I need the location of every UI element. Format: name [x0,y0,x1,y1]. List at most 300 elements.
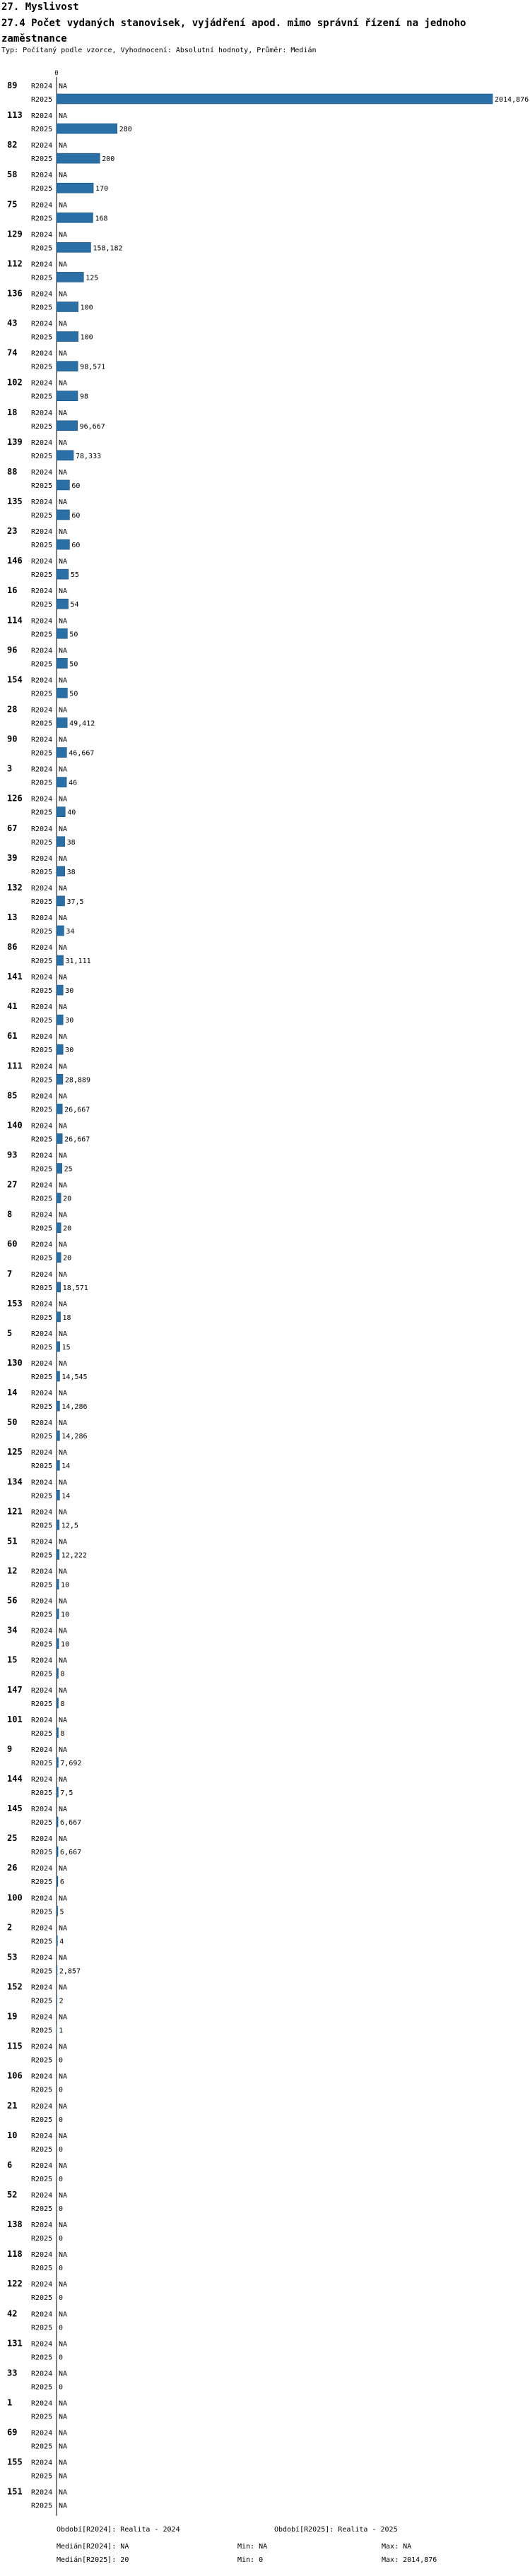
row-id-label: 34 [7,1625,18,1635]
series-label-r2024: R2024 [31,83,53,90]
row-id-label: 93 [7,1150,18,1160]
row-id-label: 14 [7,1388,18,1398]
series-label-r2025: R2025 [31,1165,53,1174]
series-label-r2025: R2025 [31,987,53,996]
series-label-r2025: R2025 [31,2086,53,2094]
value-label-r2024: NA [59,1479,68,1487]
series-label-r2025: R2025 [31,274,53,282]
series-label-r2024: R2024 [31,1835,53,1844]
row-id-label: 141 [7,972,23,982]
value-label-r2024: NA [59,1627,68,1635]
bar-r2025 [57,837,65,847]
series-label-r2024: R2024 [31,1033,53,1042]
series-label-r2025: R2025 [31,2027,53,2035]
value-label-r2025: 49,412 [69,720,95,728]
bar-r2025 [57,748,66,758]
row-id-label: 118 [7,2249,23,2260]
value-label-r2025: 0 [59,2354,64,2362]
series-label-r2024: R2024 [31,2281,53,2289]
series-label-r2025: R2025 [31,2472,53,2481]
row-id-label: 112 [7,258,23,269]
value-label-r2024: NA [59,2251,68,2260]
value-label-r2024: NA [59,1806,68,1814]
series-label-r2025: R2025 [31,2502,53,2510]
series-label-r2024: R2024 [31,1716,53,1724]
value-label-r2024: NA [59,974,68,982]
series-label-r2024: R2024 [31,1568,53,1576]
value-label-r2025: 0 [59,2294,64,2303]
series-label-r2024: R2024 [31,1597,53,1606]
value-label-r2025: 14,545 [61,1373,88,1382]
series-label-r2025: R2025 [31,1492,53,1501]
series-label-r2024: R2024 [31,1954,53,1962]
series-label-r2025: R2025 [31,660,53,669]
row-id-label: 18 [7,407,18,417]
bar-r2025 [57,688,67,698]
series-label-r2025: R2025 [31,155,53,164]
value-label-r2025: 0 [59,2205,64,2213]
series-label-r2025: R2025 [31,96,53,104]
bar-r2025 [57,1847,58,1856]
bar-r2025 [57,1015,63,1025]
series-label-r2024: R2024 [31,1627,53,1635]
row-id-label: 74 [7,347,18,358]
row-id-label: 144 [7,1773,23,1784]
x-tick-label: 0 [54,70,59,77]
series-label-r2025: R2025 [31,1313,53,1322]
row-id-label: 53 [7,1952,18,1962]
series-label-r2025: R2025 [31,927,53,936]
value-label-r2025: 18,571 [62,1284,88,1292]
value-label-r2025: 30 [65,1046,74,1055]
row-id-label: 114 [7,615,23,626]
value-label-r2024: NA [59,1063,68,1071]
series-label-r2025: R2025 [31,304,53,312]
value-label-r2024: NA [59,647,68,655]
row-id-label: 138 [7,2219,23,2230]
series-label-r2024: R2024 [31,1003,53,1012]
series-label-r2025: R2025 [31,244,53,253]
value-label-r2024: NA [59,1508,68,1517]
bar-r2025 [57,1223,61,1233]
series-label-r2024: R2024 [31,825,53,833]
row-id-label: 41 [7,1001,18,1012]
value-label-r2025: 2014,876 [495,96,529,104]
value-label-r2024: NA [59,1775,68,1784]
value-label-r2024: NA [59,1657,68,1665]
value-label-r2024: NA [59,1419,68,1428]
series-label-r2024: R2024 [31,320,53,328]
value-label-r2025: 125 [86,274,99,282]
row-id-label: 43 [7,318,18,328]
value-label-r2024: NA [59,1954,68,1962]
value-label-r2024: NA [59,1686,68,1695]
row-id-label: 155 [7,2457,23,2467]
bar-r2025 [57,569,69,579]
series-label-r2025: R2025 [31,868,53,876]
series-label-r2025: R2025 [31,631,53,639]
value-label-r2024: NA [59,2161,68,2170]
series-label-r2024: R2024 [31,2488,53,2497]
series-label-r2024: R2024 [31,1686,53,1695]
row-id-label: 23 [7,526,18,537]
series-label-r2025: R2025 [31,542,53,550]
series-label-r2025: R2025 [31,1819,53,1827]
row-id-label: 136 [7,288,23,299]
series-label-r2024: R2024 [31,2370,53,2378]
row-id-label: 42 [7,2308,18,2319]
series-label-r2024: R2024 [31,676,53,685]
series-label-r2024: R2024 [31,2429,53,2438]
row-id-label: 139 [7,436,23,447]
value-label-r2025: 78,333 [75,452,102,460]
row-id-label: 6 [7,2159,13,2170]
series-label-r2025: R2025 [31,363,53,371]
bar-r2025 [57,1876,58,1886]
value-label-r2025: 14 [61,1462,71,1471]
bar-r2025 [57,658,67,668]
row-id-label: 10 [7,2130,18,2140]
value-label-r2025: 2,857 [59,1967,81,1976]
value-label-r2025: 8 [60,1670,65,1678]
row-id-label: 50 [7,1417,18,1428]
bar-r2025 [57,1282,61,1292]
bar-r2025 [57,1728,58,1738]
value-label-r2024: NA [59,1835,68,1844]
row-id-label: 58 [7,169,18,180]
series-label-r2024: R2024 [31,350,53,358]
series-label-r2025: R2025 [31,126,53,134]
value-label-r2024: NA [59,1300,68,1308]
series-label-r2025: R2025 [31,2443,53,2451]
value-label-r2025: 0 [59,2324,64,2332]
value-label-r2024: NA [59,2013,68,2022]
bar-r2025 [57,1133,62,1143]
series-label-r2025: R2025 [31,2383,53,2392]
row-id-label: 26 [7,1863,18,1873]
bar-r2025 [57,1431,59,1441]
value-label-r2024: NA [59,1746,68,1754]
row-id-label: 113 [7,110,23,121]
row-id-label: 9 [7,1743,13,1754]
bar-r2025 [57,1609,59,1619]
series-label-r2024: R2024 [31,1330,53,1338]
indicator-type-line: Typ: Počítaný podle vzorce, Vyhodnocení: Absolutní hodnoty, Průměr: Medián [1,47,317,54]
row-id-label: 13 [7,912,18,922]
series-label-r2024: R2024 [31,2043,53,2051]
series-label-r2024: R2024 [31,617,53,626]
series-label-r2025: R2025 [31,1551,53,1560]
series-label-r2024: R2024 [31,231,53,239]
series-label-r2024: R2024 [31,884,53,893]
row-id-label: 129 [7,229,23,239]
value-label-r2024: NA [59,2073,68,2081]
value-label-r2025: 46 [69,779,78,787]
value-label-r2024: NA [59,1449,68,1457]
row-id-label: 60 [7,1239,18,1249]
series-label-r2025: R2025 [31,1849,53,1857]
series-label-r2025: R2025 [31,720,53,728]
value-label-r2024: NA [59,765,68,774]
series-label-r2025: R2025 [31,1017,53,1025]
series-label-r2025: R2025 [31,1106,53,1114]
row-id-label: 152 [7,1981,23,1992]
series-label-r2024: R2024 [31,854,53,863]
value-label-r2025: 158,182 [93,244,123,253]
series-label-r2024: R2024 [31,914,53,922]
value-label-r2024: NA [59,558,68,566]
row-id-label: 19 [7,2011,18,2022]
series-label-r2024: R2024 [31,1775,53,1784]
value-label-r2025: 50 [69,690,78,698]
value-label-r2025: 25 [64,1165,73,1174]
value-label-r2025: 26,667 [64,1106,90,1114]
value-label-r2025: 20 [63,1195,72,1203]
series-label-r2025: R2025 [31,215,53,223]
footer-min-r2024: Min: NA [237,2543,268,2551]
row-id-label: 89 [7,80,18,90]
bar-r2025 [57,777,66,787]
value-label-r2024: NA [59,884,68,893]
series-label-r2024: R2024 [31,1211,53,1220]
value-label-r2024: NA [59,83,68,90]
footer-median-r2025: Medián[R2025]: 20 [57,2556,129,2564]
series-label-r2024: R2024 [31,1895,53,1903]
value-label-r2025: 5 [59,1908,64,1916]
row-id-label: 126 [7,793,23,804]
value-label-r2025: 14,286 [61,1403,88,1412]
series-label-r2025: R2025 [31,1967,53,1976]
row-id-label: 132 [7,882,23,893]
series-label-r2025: R2025 [31,2354,53,2362]
value-label-r2024: NA [59,261,68,269]
bar-r2025 [57,1817,58,1827]
bar-r2025 [57,926,64,936]
series-label-r2025: R2025 [31,511,53,520]
series-label-r2024: R2024 [31,261,53,269]
series-label-r2025: R2025 [31,601,53,609]
row-id-label: 122 [7,2279,23,2289]
series-label-r2024: R2024 [31,2102,53,2111]
row-id-label: 5 [7,1328,13,1338]
series-label-r2024: R2024 [31,1181,53,1190]
value-label-r2025: 4 [59,1938,64,1946]
row-id-label: 52 [7,2189,18,2200]
row-id-label: 146 [7,556,23,566]
series-label-r2025: R2025 [31,838,53,847]
series-label-r2025: R2025 [31,2205,53,2213]
series-label-r2025: R2025 [31,809,53,817]
series-label-r2025: R2025 [31,1670,53,1678]
series-label-r2024: R2024 [31,1479,53,1487]
series-label-r2024: R2024 [31,736,53,744]
series-label-r2024: R2024 [31,172,53,180]
row-id-label: 106 [7,2070,23,2081]
value-label-r2025: 170 [95,185,109,193]
bar-r2025 [57,1401,59,1411]
row-id-label: 39 [7,852,18,863]
bar-r2025 [57,183,93,193]
series-label-r2024: R2024 [31,1657,53,1665]
bar-r2025 [57,1758,58,1767]
value-label-r2025: 38 [66,838,76,847]
footer-period-r2024: Období[R2024]: Realita - 2024 [57,2526,180,2534]
series-label-r2025: R2025 [31,1997,53,2005]
series-label-r2024: R2024 [31,112,53,121]
value-label-r2025: 0 [59,2383,64,2392]
value-label-r2024: NA [59,498,68,506]
bar-r2025 [57,866,65,876]
series-label-r2025: R2025 [31,2175,53,2183]
bar-r2025 [57,242,90,252]
series-label-r2024: R2024 [31,1449,53,1457]
row-id-label: 151 [7,2486,23,2497]
value-label-r2025: 26,667 [64,1135,90,1144]
bar-r2025 [57,1520,59,1530]
series-label-r2024: R2024 [31,588,53,596]
value-label-r2025: 54 [70,601,79,609]
value-label-r2024: NA [59,2102,68,2111]
value-label-r2024: NA [59,2340,68,2349]
series-label-r2025: R2025 [31,749,53,758]
series-label-r2025: R2025 [31,1373,53,1382]
bar-r2025 [57,213,93,222]
value-label-r2024: NA [59,2310,68,2319]
value-label-r2025: 18 [62,1313,71,1322]
value-label-r2024: NA [59,112,68,121]
value-label-r2025: 50 [69,631,78,639]
row-id-label: 7 [7,1268,13,1279]
series-label-r2024: R2024 [31,944,53,953]
value-label-r2024: NA [59,588,68,596]
row-id-label: 102 [7,377,23,388]
value-label-r2025: 46,667 [69,749,95,758]
row-id-label: 33 [7,2368,18,2378]
series-label-r2025: R2025 [31,1759,53,1767]
value-label-r2024: NA [59,1181,68,1190]
value-label-r2024: NA [59,1360,68,1368]
series-label-r2025: R2025 [31,2116,53,2124]
row-id-label: 56 [7,1595,18,1606]
bar-r2025 [57,124,117,133]
bar-r2025 [57,1312,61,1322]
series-label-r2025: R2025 [31,1076,53,1085]
row-id-label: 27 [7,1179,18,1190]
series-label-r2025: R2025 [31,1581,53,1590]
series-label-r2025: R2025 [31,1908,53,1916]
value-label-r2024: NA [59,795,68,804]
bar-r2025 [57,1371,59,1381]
bar-r2025 [57,1549,59,1559]
series-label-r2024: R2024 [31,1746,53,1754]
series-label-r2024: R2024 [31,1092,53,1101]
value-label-r2024: NA [59,914,68,922]
row-id-label: 111 [7,1061,23,1071]
value-label-r2025: 10 [61,1640,70,1649]
series-label-r2025: R2025 [31,393,53,401]
value-label-r2024: NA [59,1122,68,1131]
row-id-label: 90 [7,734,18,744]
series-label-r2024: R2024 [31,2222,53,2230]
value-label-r2025: NA [59,2472,68,2481]
series-label-r2025: R2025 [31,2413,53,2421]
series-label-r2025: R2025 [31,1522,53,1530]
series-label-r2024: R2024 [31,528,53,537]
value-label-r2025: 7,692 [60,1759,82,1767]
series-label-r2025: R2025 [31,482,53,490]
value-label-r2024: NA [59,231,68,239]
row-id-label: 86 [7,942,18,953]
row-id-label: 101 [7,1714,23,1724]
row-id-label: 28 [7,704,18,715]
row-id-label: 16 [7,585,18,596]
series-label-r2024: R2024 [31,379,53,388]
row-id-label: 145 [7,1803,23,1814]
bar-r2025 [57,332,78,342]
bar-r2025 [57,1104,62,1114]
series-label-r2024: R2024 [31,1122,53,1131]
series-label-r2024: R2024 [31,1360,53,1368]
value-label-r2024: NA [59,2429,68,2438]
row-id-label: 85 [7,1090,18,1101]
footer-max-r2024: Max: NA [382,2543,412,2551]
series-label-r2024: R2024 [31,706,53,715]
series-label-r2024: R2024 [31,1241,53,1249]
value-label-r2024: NA [59,379,68,388]
value-label-r2024: NA [59,2459,68,2467]
bar-r2025 [57,510,69,520]
value-label-r2025: 280 [119,126,132,134]
indicator-title: 27.4 Počet vydaných stanovisek, vyjádření apod. mimo správní řízení na jednoho zaměstnance [1,18,466,44]
value-label-r2024: NA [59,1270,68,1279]
series-label-r2024: R2024 [31,290,53,299]
value-label-r2025: 0 [59,2116,64,2124]
value-label-r2025: 38 [66,868,76,876]
value-label-r2025: 200 [102,155,115,164]
value-label-r2025: 34 [66,927,75,936]
row-id-label: 96 [7,645,18,655]
row-id-label: 3 [7,763,13,774]
row-id-label: 82 [7,140,18,150]
bar-r2025 [57,1787,58,1797]
bar-r2025 [57,539,69,549]
series-label-r2025: R2025 [31,2235,53,2243]
series-label-r2024: R2024 [31,1508,53,1517]
bar-r2025 [57,717,67,727]
series-label-r2025: R2025 [31,452,53,460]
series-label-r2025: R2025 [31,2324,53,2332]
value-label-r2025: 0 [59,2265,64,2273]
value-label-r2025: 1 [59,2027,64,2035]
bar-r2025 [57,391,78,401]
series-label-r2024: R2024 [31,1300,53,1308]
series-label-r2025: R2025 [31,1254,53,1263]
value-label-r2025: 100 [80,333,93,342]
footer-period-r2025: Období[R2025]: Realita - 2025 [274,2526,398,2534]
value-label-r2025: 14,286 [61,1433,88,1441]
series-label-r2025: R2025 [31,185,53,193]
bar-r2025 [57,1460,59,1470]
value-label-r2025: 6 [59,1878,64,1887]
bar-r2025 [57,1193,61,1203]
series-label-r2024: R2024 [31,2013,53,2022]
series-label-r2024: R2024 [31,1538,53,1546]
series-label-r2024: R2024 [31,2161,53,2170]
series-label-r2025: R2025 [31,571,53,580]
series-label-r2024: R2024 [31,1924,53,1933]
value-label-r2024: NA [59,201,68,210]
series-label-r2025: R2025 [31,1135,53,1144]
